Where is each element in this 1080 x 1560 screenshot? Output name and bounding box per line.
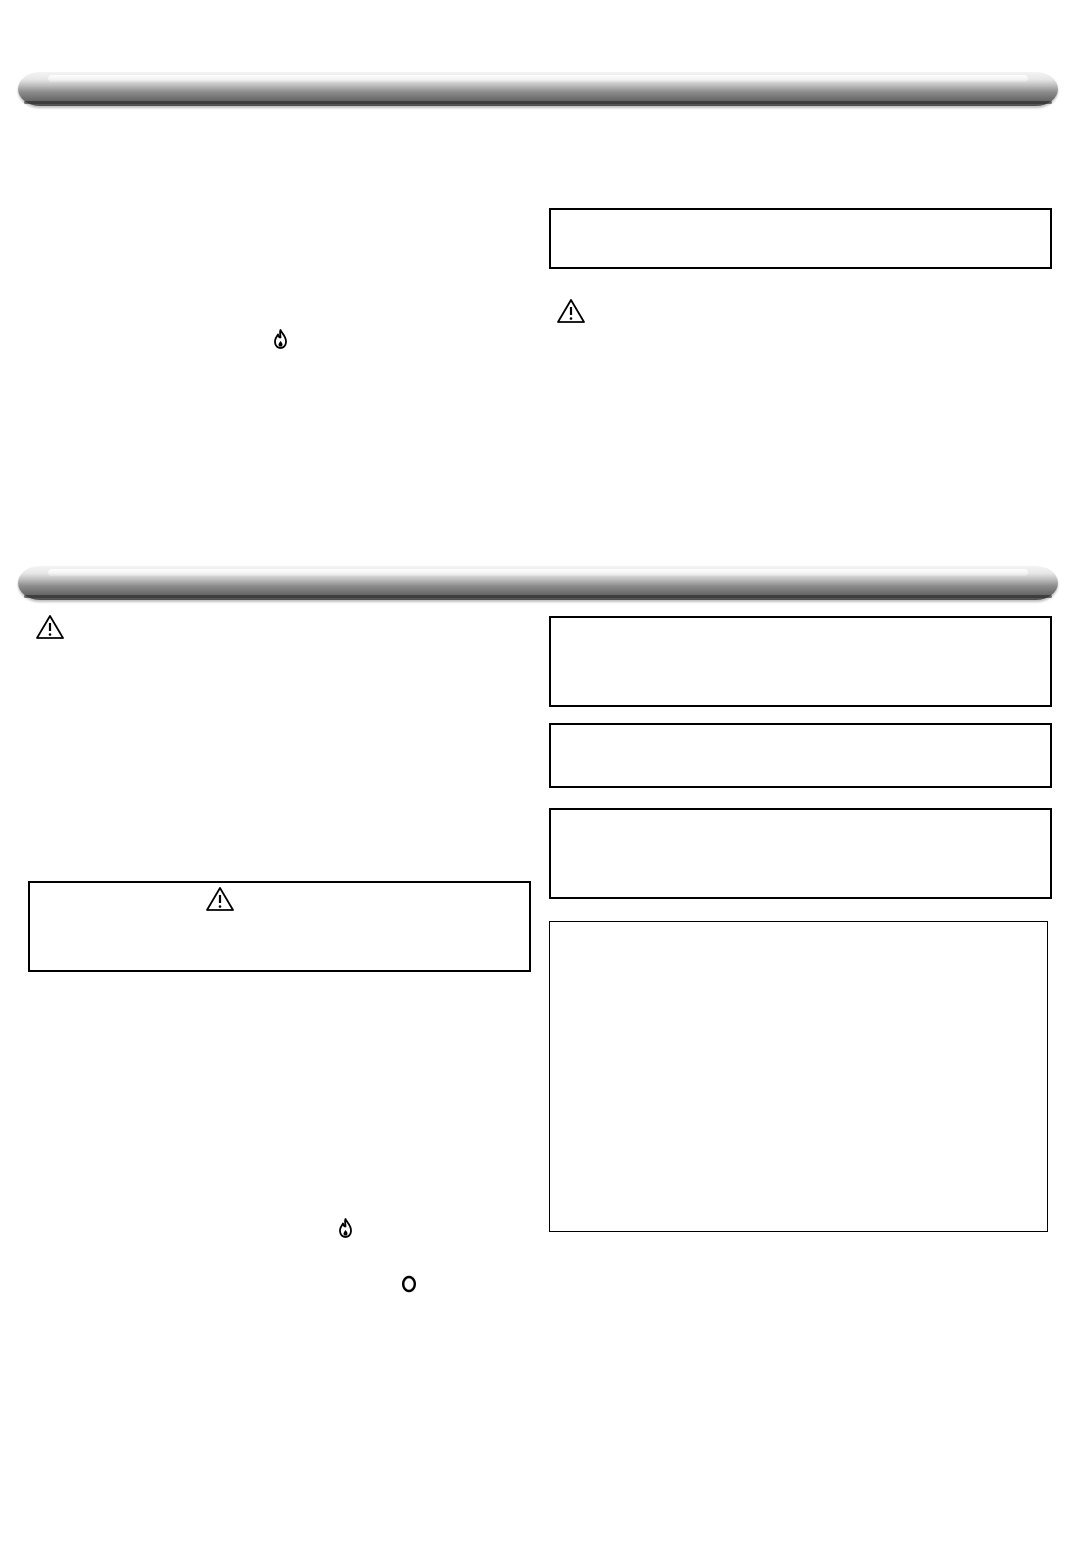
notice-box [549,616,1052,707]
warning-icon [35,614,65,640]
notice-box [549,921,1048,1232]
warning-icon [205,886,235,912]
flame-icon [272,329,289,349]
flame-icon [337,1218,354,1238]
warning-box [28,881,531,972]
notice-box [549,808,1052,899]
notice-box [549,208,1052,269]
warning-icon [556,298,586,324]
section-header-bar-2 [18,566,1058,600]
section-header-bar-1 [18,72,1058,106]
off-circle-icon [400,1275,418,1293]
notice-box [549,723,1052,788]
